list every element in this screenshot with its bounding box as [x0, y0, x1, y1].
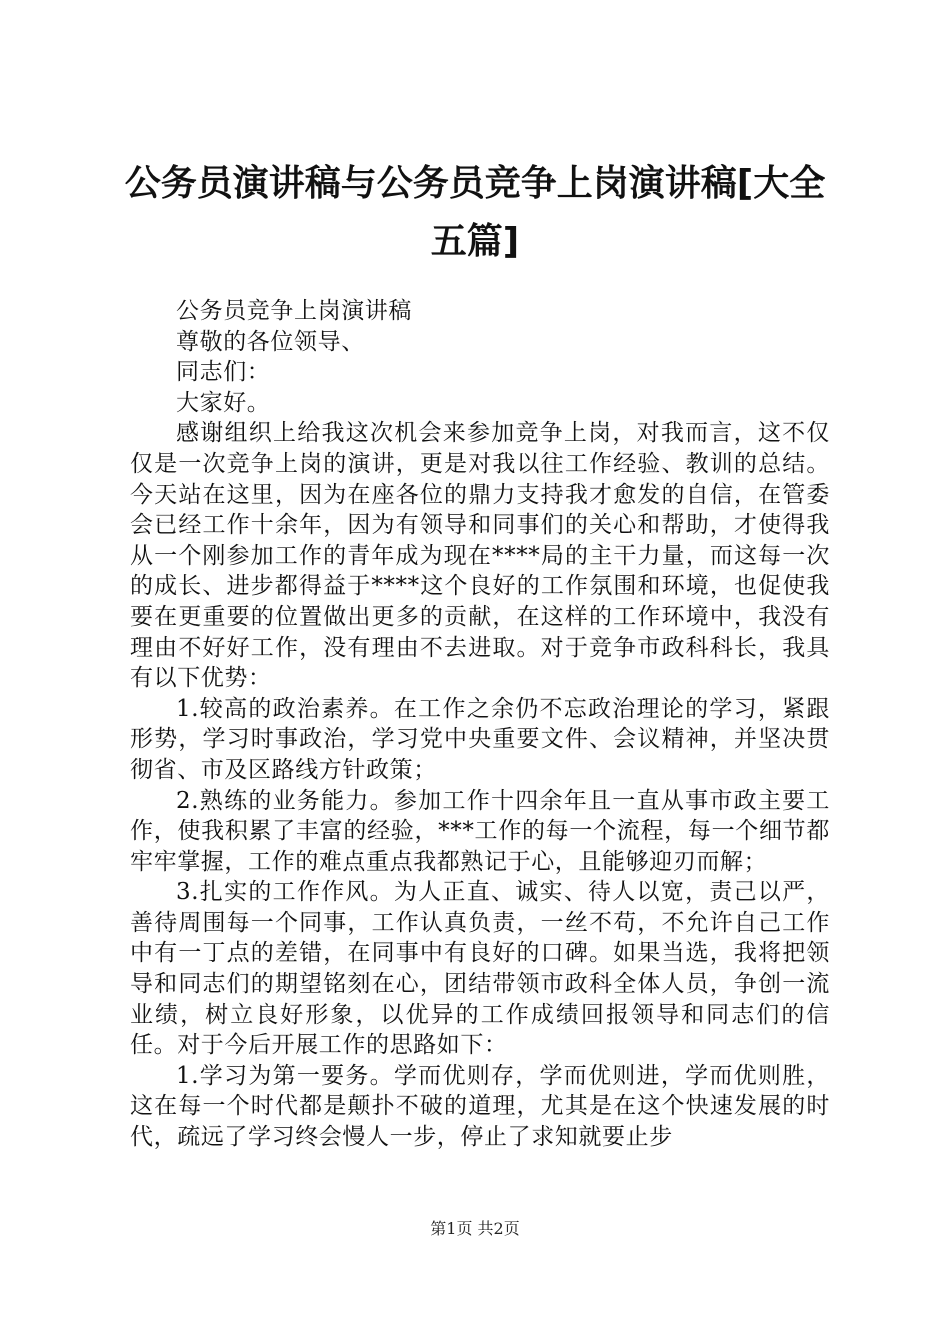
title-line-1: 公务员演讲稿与公务员竞争上岗演讲稿[大全 [124, 163, 826, 204]
paragraph-advantage-2: 2.熟练的业务能力。参加工作十四余年且一直从事市政主要工作，使我积累了丰富的经验，***工作的每一个流程，每一个细节都牢牢掌握，工作的难点重点我都熟记于心，且能够迎刃而解； [130, 787, 830, 875]
page-footer: 第1页 共2页 [430, 1219, 520, 1238]
greeting: 大家好。 [176, 389, 271, 416]
salutation-line-1: 尊敬的各位领导、 [176, 328, 365, 355]
paragraph-advantage-1: 1.较高的政治素养。在工作之余仍不忘政治理论的学习，紧跟形势，学习时事政治，学习党中央重要文件、会议精神，并坚决贯彻省、市及区路线方针政策； [130, 695, 830, 783]
title-line-2: 五篇] [430, 221, 520, 262]
paragraph-plan-1: 1.学习为第一要务。学而优则存，学而优则进，学而优则胜，这在每一个时代都是颠扑不破的道理，尤其是在这个快速发展的时代，疏远了学习终会慢人一步，停止了求知就要止步 [130, 1062, 830, 1151]
document-title [100, 155, 850, 271]
paragraph-advantage-3: 3.扎实的工作作风。为人正直、诚实、待人以宽，责己以严，善待周围每一个同事，工作认真负责，一丝不苟，不允许自己工作中有一丁点的差错，在同事中有良好的口碑。如果当选，我将把领导和同志们的期望铭刻在心，团结带领市政科全体人员，争创一流业绩，树立良好形象，以优异的工作成绩回报领导和同志们的信任。对于今后开展工作的思路如下： [130, 879, 830, 1059]
subtitle: 公务员竞争上岗演讲稿 [176, 298, 412, 324]
paragraph-intro: 感谢组织上给我这次机会来参加竞争上岗，对我而言，这不仅仅是一次竞争上岗的演讲，更是对我以往工作经验、教训的总结。今天站在这里，因为在座各位的鼎力支持我才愈发的自信，在管委会已经工作十余年，因为有领导和同事们的关心和帮助，才使得我从一个刚参加工作的青年成为现在****局的主干力量，而这每一次的成长、进步都得益于****这个良好的工作氛围和环境，也促使我要在更重要的位置做出更多的贡献，在这样的工作环境中，我没有理由不好好工作，没有理由不去进取。对于竞争市政科科长，我具有以下优势： [130, 420, 830, 692]
salutation-line-2: 同志们： [176, 359, 271, 386]
document-body [130, 296, 830, 1153]
